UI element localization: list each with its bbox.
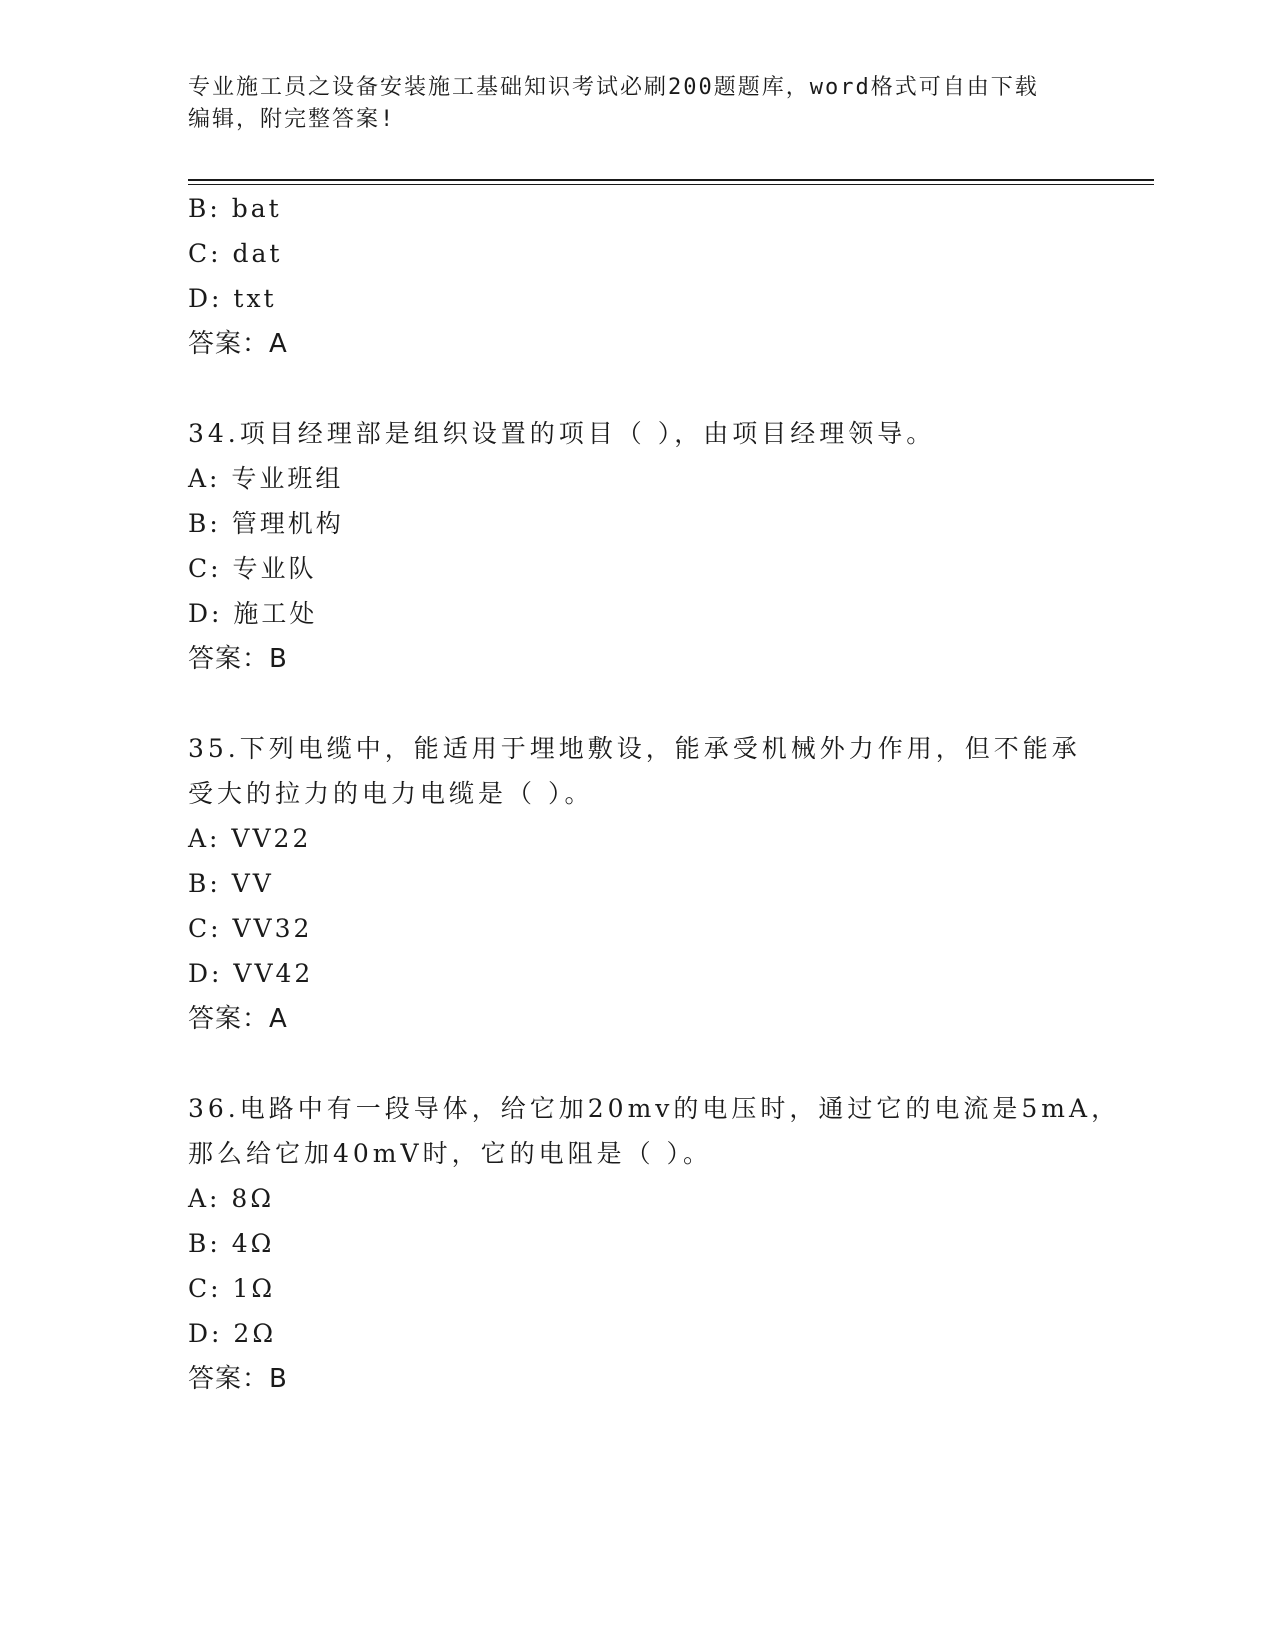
option-c: C: dat: [188, 239, 283, 268]
option-d: D: VV42: [188, 959, 314, 988]
option-b: B: bat: [188, 194, 282, 223]
question-stem-line-2: 受大的拉力的电力电缆是（ ）。: [188, 779, 594, 808]
question-stem-line-1: 36.电路中有一段导体，给它加20mv的电压时，通过它的电流是5mA，: [188, 1094, 1121, 1123]
answer: 答案：A: [188, 1004, 288, 1034]
option-c: C: 1Ω: [188, 1274, 276, 1303]
header-divider-thick: [188, 179, 1154, 181]
answer: 答案：A: [188, 329, 288, 359]
answer: 答案：B: [188, 644, 288, 674]
question-stem-line-2: 那么给它加40mV时，它的电阻是（ ）。: [188, 1139, 713, 1168]
question-stem: 34.项目经理部是组织设置的项目（ ），由项目经理领导。: [188, 419, 936, 448]
option-a: A: VV22: [188, 824, 312, 853]
header-title-line-2: 编辑，附完整答案!: [188, 107, 396, 132]
option-c: C: VV32: [188, 914, 313, 943]
option-a: A: 专业班组: [188, 464, 344, 493]
answer: 答案：B: [188, 1364, 288, 1394]
option-d: D: txt: [188, 284, 277, 313]
header-title-line-1: 专业施工员之设备安装施工基础知识考试必刷200题题库，word格式可自由下载: [188, 75, 1039, 100]
option-a: A: 8Ω: [188, 1184, 275, 1213]
option-b: B: 4Ω: [188, 1229, 275, 1258]
option-d: D: 施工处: [188, 599, 318, 628]
header-divider-thin: [188, 184, 1154, 185]
question-stem-line-1: 35.下列电缆中，能适用于埋地敷设，能承受机械外力作用，但不能承: [188, 734, 1081, 763]
option-b: B: 管理机构: [188, 509, 344, 538]
option-c: C: 专业队: [188, 554, 317, 583]
option-d: D: 2Ω: [188, 1319, 277, 1348]
option-b: B: VV: [188, 869, 274, 898]
